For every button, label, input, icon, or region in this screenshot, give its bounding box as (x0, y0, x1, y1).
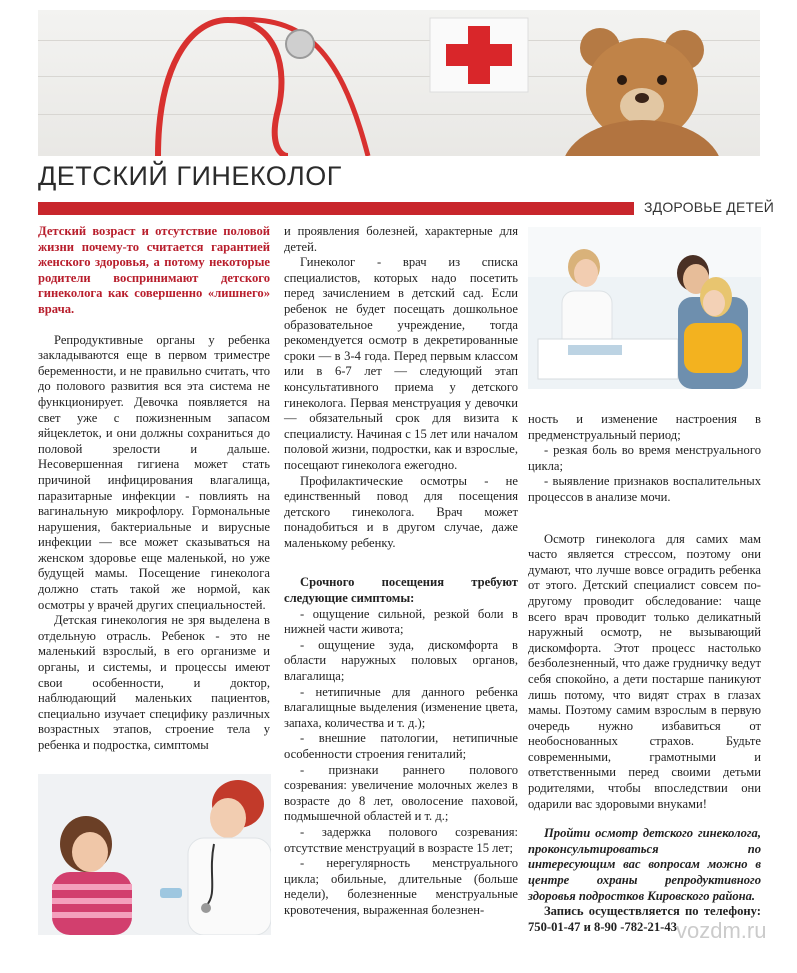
section-label: ЗДОРОВЬЕ ДЕТЕЙ (644, 199, 775, 215)
paragraph: и проявления болезней, характерные для детей. (284, 224, 518, 254)
column-1 (38, 224, 270, 754)
paragraph: Гинеколог - врач из списка специалистов, которых надо посетить перед зачислением в детский сад. Если ребенок не будет посещать дошкольное образовательное учреждение, тогда рекомендуется осмотр в декретированные сроки — в 3-4 года. Перед первым классом или в 6-7 лет — следующий этап консультативного приема у детского гинеколога. Первая менструация у девочки — обязательный срок для визита к специалисту. Начиная с 15 лет или началом половой жизни, подростки, как и взрослые, посещают гинеколога ежегодно. (284, 255, 518, 472)
symptom-item: - ощущение сильной, резкой боли в нижней части живота; (284, 606, 518, 637)
hero-image (38, 10, 760, 156)
symptom-item: - ощущение зуда, дискомфорта в области наружных половых органов, влагалища; (284, 637, 518, 684)
symptom-item: - резкая боль во время менструального цикла; (528, 443, 761, 473)
symptoms-heading: Срочного посещения требуют следующие симптомы: (284, 575, 518, 606)
photo-doctor-parent-child (528, 227, 761, 389)
paragraph: Профилактические осмотры - не единственный повод для посещения детского гинеколога. Врач может понадобиться и в другом случае, даже маленькому ребенку. (284, 473, 518, 550)
symptom-item: - нетипичные для данного ребенка влагалищные выделения (изменение цвета, запаха, количества и т. д.); (284, 684, 518, 730)
watermark: vozdm.ru (676, 918, 767, 943)
symptom-item: - признаки раннего полового созревания: увеличение молочных желез в возрасте до 8 лет, оволосение паховой, подмышечной областей и т. д.; (284, 762, 518, 824)
column-3 (528, 412, 761, 935)
symptom-item: - выявление признаков воспалительных процессов в анализе мочи. (528, 474, 761, 504)
paragraph: Репродуктивные органы у ребенка закладываются еще в первом триместре беременности, и не правильно считать, что до полового развития вся эта система не функционирует. Девочка появляется на свет уже с пожизненным запасом яйцеклеток, и они должны сохраниться до половой зрелости и дальше. Несовершенная гигиена может стать причиной инфицирования влагалища, паразитарные инфекции - повлиять на вагинальную микрофлору. Гормональные нарушения, бактериальные и вирусные инфекции — все может сказываться на женском здоровье еще маленькой, но уже будущей мамы. Посещение гинеколога должно стать такой же нормой, как осмотры у врачей других специальностей. (38, 332, 270, 612)
teddy-bear-illustration (538, 10, 738, 156)
column-2 (284, 224, 518, 919)
symptom-item: - внешние патологии, нетипичные особенности строения гениталий; (284, 731, 518, 761)
call-to-action: Пройти осмотр детского гинеколога, проконсультироваться по интересующим вас вопросам можно в центре охраны репродуктивного здоровья подростков Кировского района. (528, 826, 761, 903)
symptom-item: - задержка полового созревания: отсутствие менструаций в возрасте 15 лет; (284, 824, 518, 855)
contact-info: Запись осуществляется по телефону: 750-01-47 и 8-90 -782-21-43 (528, 904, 761, 934)
title-red-bar (38, 202, 634, 215)
symptom-item: - нерегулярность менструального цикла; обильные, длительные (больше недели), болезненные менструальные кровотечения, выраженная болезнен- (284, 856, 518, 917)
photo-doctor-with-girl (38, 774, 271, 935)
symptom-item: ность и изменение настроения в предменструальный период; (528, 412, 761, 442)
paragraph: Детская гинекология не зря выделена в отдельную отрасль. Ребенок - это не маленький взрослый, в его организме и органы, и системы, и процессы имеют свои особенности, и доктор, наблюдающий маленьких пациентов, специально изучает специфику различных возрастных этапов, строение тела у ребенка и подростка, симптомы (38, 613, 270, 752)
lead-paragraph: Детский возраст и отсутствие половой жизни почему-то считается гарантией женского здоровья, а потому некоторые родители воспринимают детского гинеколога как совершенно «лишнего» врача. (38, 224, 270, 316)
paragraph: Осмотр гинеколога для самих мам часто является стрессом, поэтому они думают, что лучше вовсе оградить ребенка от этого. Детский специалист совсем по-другому проводит обследование: чаще всего врач проводит только деликатный наружный осмотр, не вызывающий дискомфорта. Этот процесс настолько безболезненный, что даже грудничку ведут себя спокойно, а дети постарше паникуют лишь потому, что видят страх в глазах мамы. Поэтому самим взрослым в первую очередь нужно избавиться от необоснованных страхов. Будьте современными, грамотными и ответственными перед своими детьми родителями, чтобы впоследствии они одарили вас здоровыми внуками! (528, 531, 761, 811)
article-title: ДЕТСКИЙ ГИНЕКОЛОГ (38, 161, 342, 191)
